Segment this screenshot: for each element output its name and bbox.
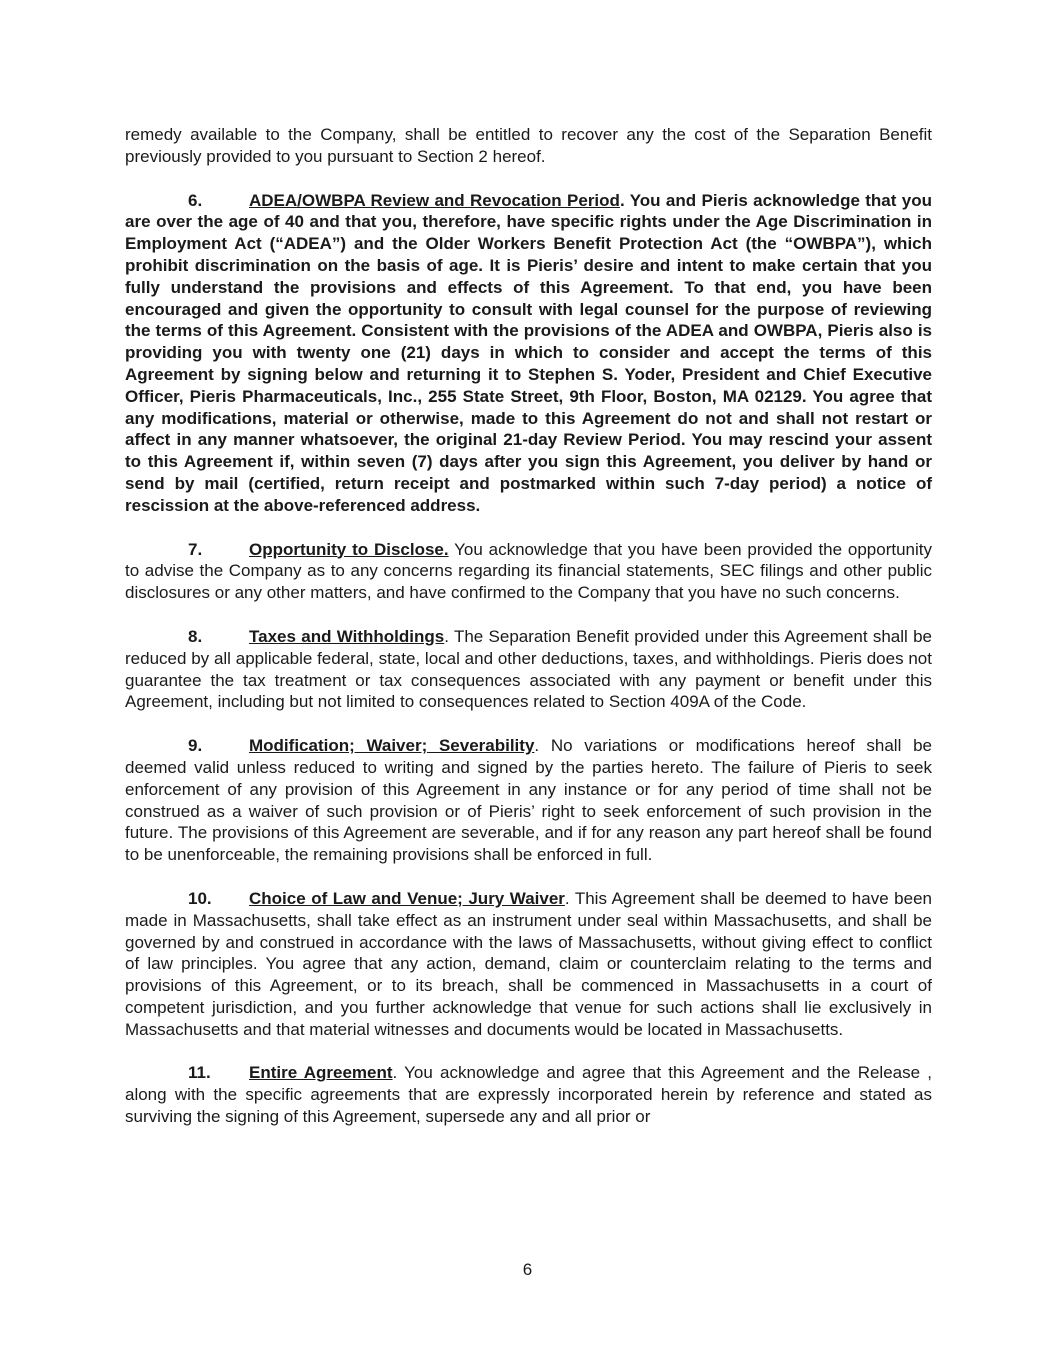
section-heading: Opportunity to Disclose. [249,539,449,559]
continuation-paragraph: remedy available to the Company, shall be entitled to recover any the cost of the Separation Benefit previously provided to you pursuant to Section 2 hereof. [125,125,932,166]
section-10 [125,888,932,1041]
section-number: 8. [188,626,203,646]
section-body: . No variations or modifications hereof shall be deemed valid unless reduced to writing and signed by the parties hereto. The failure of Pieris to seek enforcement of any provision of this Agreement in any instance or for any period of time shall not be construed as a waiver of such provision or of Pieris’ right to seek enforcement of such provision in the future. The provisions of this Agreement are severable, and if for any reason any part hereof shall be found to be unenforceable, the remaining provisions shall be enforced in full. [125,736,932,865]
section-number: 7. [188,539,203,559]
section-heading: Entire Agreement [249,1063,393,1083]
section-heading: Taxes and Withholdings [249,626,445,646]
section-heading: Choice of Law and Venue; Jury Waiver [249,888,565,908]
page-number: 6 [522,1260,533,1279]
section-6 [125,190,932,517]
section-body: . You acknowledge and agree that this Agreement and the Release , along with the specific agreements that are expressly incorporated herein by reference and stated as surviving the signing of this Agreement, supersede any and all prior or [125,1063,932,1127]
section-7 [125,539,932,604]
section-number: 9. [188,736,203,756]
section-body: . You and Pieris acknowledge that you are over the age of 40 and that you, therefore, have specific rights under the Age Discrimination in Employment Act (“ADEA”) and the Older Workers Benefit Protection Act (the “OWBPA”), which prohibit discrimination on the basis of age. It is Pieris’ desire and intent to make certain that you fully understand the provisions and effects of this Agreement. To that end, you have been encouraged and given the opportunity to consult with legal counsel for the purpose of reviewing the terms of this Agreement. Consistent with the provisions of the ADEA and OWBPA, Pieris also is providing you with twenty one (21) days in which to consider and accept the terms of this Agreement by signing below and returning it to Stephen S. Yoder, President and Chief Executive Officer, Pieris Pharmaceuticals, Inc., 255 State Street, 9th Floor, Boston, MA 02129. You agree that any modifications, material or otherwise, made to this Agreement do not and shall not restart or affect in any manner whatsoever, the original 21-day Review Period. You may rescind your assent to this Agreement if, within seven (7) days after you sign this Agreement, you deliver by hand or send by mail (certified, return receipt and postmarked within such 7-day period) a notice of rescission at the above-referenced address. [125,190,932,515]
section-9 [125,735,932,866]
section-heading: Modification; Waiver; Severability [249,736,535,756]
section-body: You acknowledge that you have been provided the opportunity to advise the Company as to any concerns regarding its financial statements, SEC filings and other public disclosures or any other matters, and have confirmed to the Company that you have no such concerns. [125,539,933,603]
section-heading: ADEA/OWBPA Review and Revocation Period [249,190,620,210]
section-body: . This Agreement shall be deemed to have been made in Massachusetts, shall take effect as an instrument under seal within Massachusetts, and shall be governed by and construed in accordance with the laws of Massachusetts, without giving effect to conflict of law principles. You agree that any action, demand, claim or counterclaim relating to the terms and provisions of this Agreement, or to its breach, shall be commenced in Massachusetts in a court of competent jurisdiction, and you further acknowledge that venue for such actions shall lie exclusively in Massachusetts and that material witnesses and documents would be located in Massachusetts. [125,888,932,1039]
section-body: . The Separation Benefit provided under this Agreement shall be reduced by all applicable federal, state, local and other deductions, taxes, and withholdings. Pieris does not guarantee the tax treatment or tax consequences associated with any payment or benefit under this Agreement, including but not limited to consequences related to Section 409A of the Code. [125,626,932,712]
document-page [125,124,932,1150]
section-11 [125,1062,932,1127]
section-number: 10. [188,888,212,908]
section-8 [125,626,932,713]
section-number: 6. [188,190,203,210]
section-number: 11. [188,1063,211,1083]
